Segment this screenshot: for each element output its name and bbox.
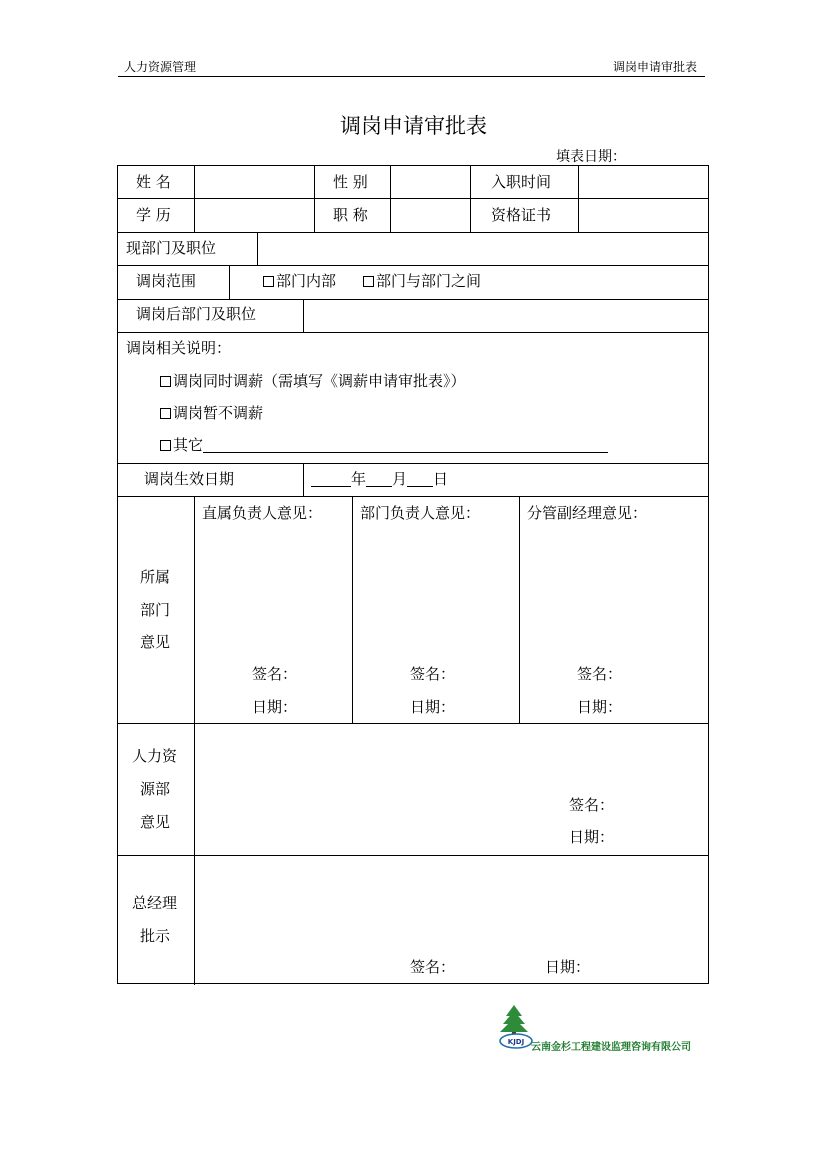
scope-label: 调岗范围 [136,272,197,290]
other-input-line[interactable] [203,438,608,453]
gender-label: 性 别 [333,173,368,191]
effective-date-field[interactable]: 年 月 日 [311,472,448,487]
col-divider [229,265,230,299]
job-title-label: 职 称 [333,206,368,224]
certificate-label: 资格证书 [491,206,552,224]
hr-opinion-label-1: 人力资 [132,747,178,765]
sign-label: 签名： [577,665,623,683]
page-title: 调岗申请审批表 [340,114,487,138]
row-divider [118,232,708,233]
col-divider [314,166,315,232]
hr-opinion-label-3: 意见 [140,813,171,831]
logo-badge: KJDJ [507,1038,525,1046]
header-left: 人力资源管理 [124,60,197,74]
col-divider [303,299,304,332]
gm-sign-label: 签名： [410,958,456,976]
scope-option-cross-dept[interactable]: 部门与部门之间 [363,274,481,289]
row-divider [118,332,708,333]
sign-label: 签名： [410,665,456,683]
current-dept-label: 现部门及职位 [126,239,217,257]
explain-option-no-salary-adjust[interactable]: 调岗暂不调薪 [160,406,263,421]
explain-label: 调岗相关说明： [126,339,232,357]
education-label: 学 历 [136,206,171,224]
company-name: 云南金杉工程建设监理咨询有限公司 [531,1042,691,1053]
tree-icon [500,1005,528,1038]
form-table [117,165,709,984]
row-divider [118,723,708,724]
checkbox-icon[interactable] [363,276,374,287]
row-divider [118,299,708,300]
gm-label-1: 总经理 [132,894,178,912]
col-divider [390,166,391,232]
explain-option-salary-adjust[interactable]: 调岗同时调薪（需填写《调薪申请审批表》） [160,374,466,389]
row-divider [118,198,708,199]
hr-sign-label: 签名： [569,796,615,814]
explain-option-other[interactable]: 其它 [160,438,608,453]
hr-date-label: 日期： [569,828,615,846]
row-divider [118,463,708,464]
row-divider [118,855,708,856]
gm-date-label: 日期： [545,958,591,976]
direct-supervisor-opinion: 直属负责人意见： [202,504,323,522]
deputy-manager-opinion: 分管副经理意见： [527,504,648,522]
dept-head-opinion: 部门负责人意见： [360,504,481,522]
hr-opinion-label-2: 源部 [140,780,171,798]
dept-opinion-label-2: 部门 [140,601,171,619]
header-right: 调岗申请审批表 [612,60,697,74]
dept-opinion-label-1: 所属 [140,568,171,586]
col-divider [519,496,520,723]
effective-date-label: 调岗生效日期 [144,470,235,488]
col-divider [470,166,471,232]
checkbox-icon[interactable] [263,276,274,287]
fill-date-label: 填表日期： [556,149,626,165]
checkbox-icon[interactable] [160,376,171,387]
new-dept-label: 调岗后部门及职位 [136,305,257,323]
col-divider [257,232,258,265]
checkbox-icon[interactable] [160,408,171,419]
row-divider [118,265,708,266]
col-divider [352,496,353,723]
col-divider [194,166,195,232]
row-divider [118,496,708,497]
col-divider [194,496,195,985]
join-time-label: 入职时间 [491,173,552,191]
date-label: 日期： [410,698,456,716]
scope-option-internal[interactable]: 部门内部 [263,274,336,289]
col-divider [303,463,304,496]
name-label: 姓 名 [136,173,171,191]
gm-label-2: 批示 [140,927,171,945]
header-divider [118,76,705,77]
date-label: 日期： [577,698,623,716]
date-label: 日期： [252,698,298,716]
sign-label: 签名： [252,665,298,683]
checkbox-icon[interactable] [160,440,171,451]
dept-opinion-label-3: 意见 [140,633,171,651]
col-divider [578,166,579,232]
